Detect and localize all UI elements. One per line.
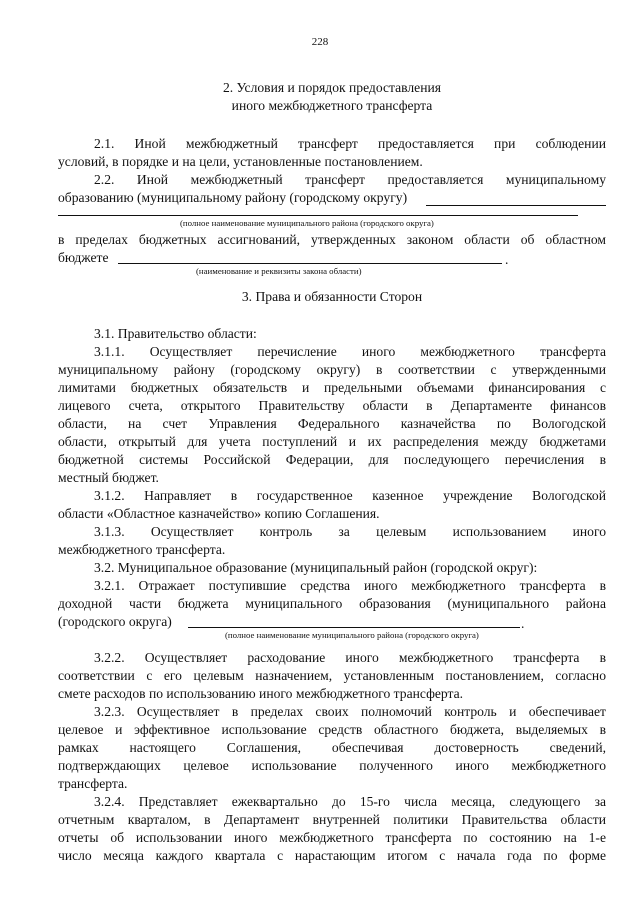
fill-in-line-municipality bbox=[58, 215, 578, 216]
paragraph-2-2-line-2-text: образованию (муниципальному району (городскому округу) bbox=[58, 190, 408, 205]
paragraph-2-2-line-4-end: . bbox=[505, 252, 509, 267]
paragraph-3-1-1-line: области, открытый для учета поступлений и их распределения между бюджетами bbox=[58, 434, 606, 449]
page-number: 228 bbox=[311, 36, 329, 48]
paragraph-3-2-1-last-end: . bbox=[521, 616, 525, 631]
paragraph-3-2-2-line: смете расходов по использованию иного межбюджетного трансферта. bbox=[58, 686, 464, 701]
paragraph-3-2-1-line: доходной части бюджета муниципального образования (муниципального района bbox=[58, 596, 606, 611]
paragraph-3-2-1-last-text: (городского округа) bbox=[58, 614, 172, 629]
paragraph-2-2-line-4 bbox=[58, 249, 606, 267]
paragraph-3-1-1-line: лимитами бюджетных обязательств и предельными объемами финансирования с bbox=[58, 380, 606, 395]
paragraph-3-1-2-line: области «Областное казначейство» копию Соглашения. bbox=[58, 506, 380, 521]
paragraph-3-2-4-line: отчетным кварталом, в Департамент внутренней политики Правительства области bbox=[58, 812, 606, 827]
section-2-title-line-2: иного межбюджетного трансферта bbox=[231, 98, 433, 113]
paragraph-3-2-3-line: рамках настоящего Соглашения, обеспечивая достоверность сведений, bbox=[58, 740, 606, 755]
paragraph-3-2-2-line: соответствии с его целевым назначением, установленным постановлением, согласно bbox=[58, 668, 606, 683]
paragraph-3-1-1-line: муниципальному району (городскому округу) в соответствии с утвержденными bbox=[58, 362, 606, 377]
paragraph-3-1-1-line: лицевого счета, открытого Правительству области в Департаменте финансов bbox=[58, 398, 606, 413]
caption-law: (наименование и реквизиты закона области) bbox=[196, 266, 362, 276]
paragraph-3-2-3-line: трансферта. bbox=[58, 776, 128, 791]
caption-municipality: (полное наименование муниципального района (городского округа) bbox=[180, 218, 434, 228]
paragraph-3-2-3-line: целевое и эффективное использование средств областного бюджета, выделяемых в bbox=[58, 722, 606, 737]
paragraph-3-1-3-line: межбюджетного трансферта. bbox=[58, 542, 226, 557]
fill-in-line-law bbox=[118, 263, 502, 264]
paragraph-3-1-1-line: 3.1.1. Осуществляет перечисление иного межбюджетного трансферта bbox=[94, 344, 606, 359]
fill-in-line-municipality-2 bbox=[188, 627, 520, 628]
paragraph-3-2-4-line: 3.2.4. Представляет ежеквартально до 15-го числа месяца, следующего за bbox=[94, 794, 606, 809]
paragraph-3-1-1-line: местный бюджет. bbox=[58, 470, 159, 485]
paragraph-3-1: 3.1. Правительство области: bbox=[94, 326, 257, 341]
paragraph-2-1-line-1: 2.1. Иной межбюджетный трансферт предоставляется при соблюдении bbox=[94, 136, 606, 151]
paragraph-3-2-4-line: число месяца каждого квартала с нарастающим итогом с начала года по форме bbox=[58, 848, 606, 863]
paragraph-3-2-3-line: подтверждающих целевое использование полученного иного межбюджетного bbox=[58, 758, 606, 773]
paragraph-2-1-line-2: условий, в порядке и на цели, установленные постановлением. bbox=[58, 154, 423, 169]
paragraph-2-2-line-4-text: бюджете bbox=[58, 250, 109, 265]
paragraph-3-1-3-line: 3.1.3. Осуществляет контроль за целевым использованием иного bbox=[94, 524, 606, 539]
paragraph-2-2-line-1: 2.2. Иной межбюджетный трансферт предоставляется муниципальному bbox=[94, 172, 606, 187]
fill-in-line-municipality-end bbox=[426, 205, 606, 206]
section-2-title-line-1: 2. Условия и порядок предоставления bbox=[222, 80, 442, 95]
paragraph-3-2-1-line: 3.2.1. Отражает поступившие средства иного межбюджетного трансферта в bbox=[94, 578, 606, 593]
paragraph-3-1-1-line: области, на счет Управления Федерального казначейства по Вологодской bbox=[58, 416, 606, 431]
caption-municipality-2: (полное наименование муниципального района (городского округа) bbox=[225, 630, 479, 640]
paragraph-3-2-3-line: 3.2.3. Осуществляет в пределах своих полномочий контроль и обеспечивает bbox=[94, 704, 606, 719]
paragraph-3-1-1-line: бюджетной системы Российской Федерации, для последующего перечисления в bbox=[58, 452, 606, 467]
paragraph-3-2-2-line: 3.2.2. Осуществляет расходование иного межбюджетного трансферта в bbox=[94, 650, 606, 665]
paragraph-3-1-2-line: 3.1.2. Направляет в государственное казенное учреждение Вологодской bbox=[94, 488, 606, 503]
section-3-title: 3. Права и обязанности Сторон bbox=[241, 289, 423, 304]
paragraph-2-2-line-3: в пределах бюджетных ассигнований, утвержденных законом области об областном bbox=[58, 232, 606, 247]
paragraph-3-2: 3.2. Муниципальное образование (муниципальный район (городской округ): bbox=[94, 560, 538, 575]
paragraph-3-2-4-line: отчеты об использовании иного межбюджетного трансферта по состоянию на 1-е bbox=[58, 830, 606, 845]
